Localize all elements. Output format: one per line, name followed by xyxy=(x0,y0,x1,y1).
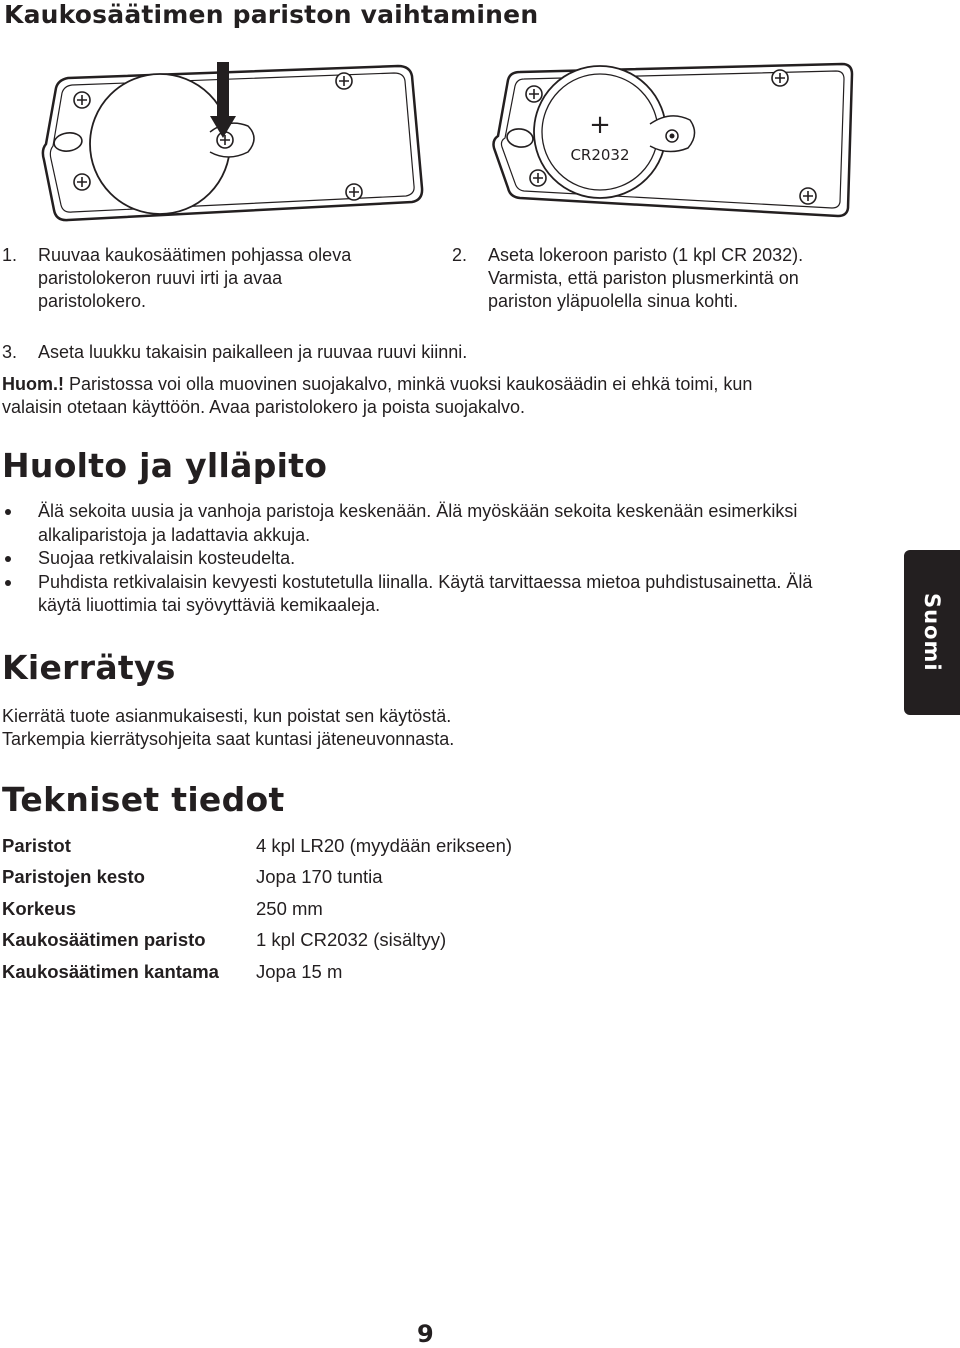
list-item xyxy=(2,500,852,547)
step-number: 3. xyxy=(2,342,18,362)
list-item xyxy=(2,547,852,571)
spec-value: Jopa 170 tuntia xyxy=(256,866,383,888)
list-item xyxy=(2,571,852,618)
step-1 xyxy=(2,244,402,313)
page-number: 9 xyxy=(417,1320,434,1348)
spec-value: 4 kpl LR20 (myydään erikseen) xyxy=(256,834,513,856)
spec-value: 250 mm xyxy=(256,897,323,919)
note-label: Huom.! xyxy=(2,374,64,394)
spec-label: Korkeus xyxy=(2,897,77,919)
step-2 xyxy=(452,244,862,313)
maintenance-list xyxy=(2,500,852,618)
list-item-text: Älä sekoita uusia ja vanhoja paristoja keskenään. Älä myöskään sekoita keskenään esimerkiksi alkaliparistoja ja ladattavia akkuja. xyxy=(38,501,798,545)
page-title: Kaukosäätimen pariston vaihtaminen xyxy=(4,0,539,29)
step-number: 1. xyxy=(2,245,18,265)
remote-battery-illustration xyxy=(490,58,855,218)
spec-row xyxy=(2,830,702,862)
bullet-icon xyxy=(5,509,11,515)
list-item-text: Suojaa retkivalaisin kosteudelta. xyxy=(38,548,296,568)
language-tab-label: Suomi xyxy=(920,593,944,672)
specs-heading: Tekniset tiedot xyxy=(2,780,285,819)
step-text: Aseta lokeroon paristo (1 kpl CR 2032). Varmista, että pariston plusmerkintä on pariston yläpuolella sinua kohti. xyxy=(488,245,804,311)
spec-value: Jopa 15 m xyxy=(256,960,343,982)
specs-table xyxy=(2,830,702,988)
spec-label: Kaukosäätimen paristo xyxy=(2,929,206,951)
spec-label: Kaukosäätimen kantama xyxy=(2,960,219,982)
spec-label: Paristojen kesto xyxy=(2,866,145,888)
spec-row xyxy=(2,956,702,988)
spec-row xyxy=(2,862,702,894)
spec-label: Paristot xyxy=(2,834,71,856)
recycling-text xyxy=(2,705,702,751)
recycling-line: Tarkempia kierrätysohjeita saat kuntasi jäteneuvonnasta. xyxy=(2,729,455,749)
spec-row xyxy=(2,925,702,957)
battery-plus-label: + xyxy=(589,110,611,140)
bullet-icon xyxy=(5,580,11,586)
step-text: Aseta luukku takaisin paikalleen ja ruuvaa ruuvi kiinni. xyxy=(38,342,468,362)
step-number: 2. xyxy=(452,245,468,265)
remote-back-illustration xyxy=(38,60,428,230)
step-text: Ruuvaa kaukosäätimen pohjassa oleva paristolokeron ruuvi irti ja avaa paristolokero. xyxy=(38,245,352,311)
note-text: Paristossa voi olla muovinen suojakalvo, minkä vuoksi kaukosäädin ei ehkä toimi, kun valaisin otetaan käyttöön. Avaa paristolokero ja poista suojakalvo. xyxy=(2,374,753,417)
bullet-icon xyxy=(5,556,11,562)
spec-value: 1 kpl CR2032 (sisältyy) xyxy=(256,929,447,951)
list-item-text: Puhdista retkivalaisin kevyesti kostutetulla liinalla. Käytä tarvittaessa mietoa puhdistusainetta. Älä käytä liuottimia tai syövyttäviä kemikaaleja. xyxy=(38,571,813,615)
recycling-line: Kierrätä tuote asianmukaisesti, kun poistat sen käytöstä. xyxy=(2,706,452,726)
language-tab xyxy=(904,550,960,715)
note-paragraph xyxy=(2,373,802,419)
maintenance-heading: Huolto ja ylläpito xyxy=(2,446,328,485)
step-3 xyxy=(2,341,702,364)
battery-model-label: CR2032 xyxy=(570,146,630,164)
recycling-heading: Kierrätys xyxy=(2,648,176,687)
spec-row xyxy=(2,893,702,925)
